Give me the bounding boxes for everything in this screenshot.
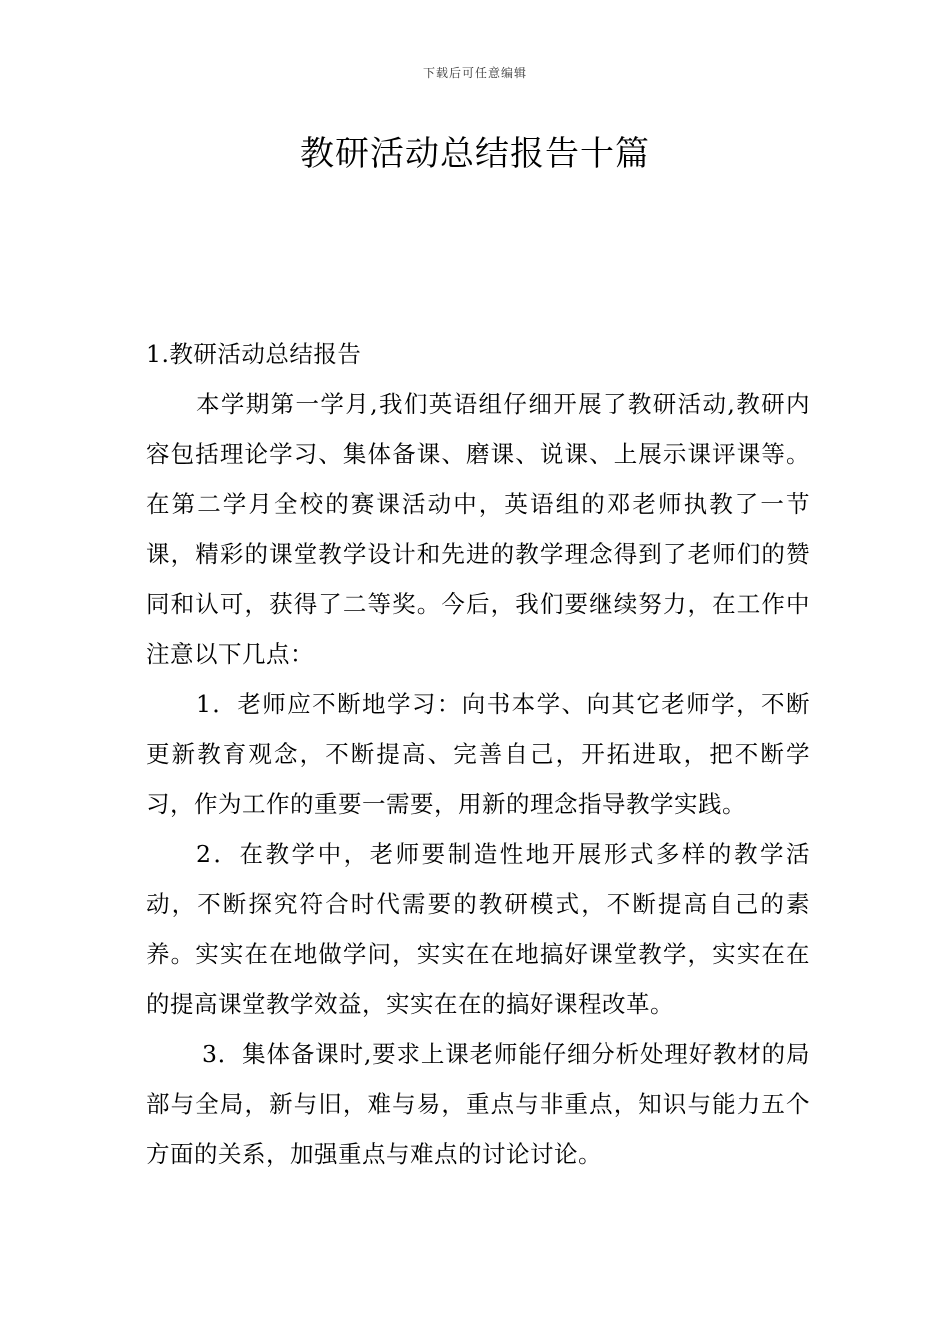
body-paragraph-intro: 本学期第一学月,我们英语组仔细开展了教研活动,教研内容包括理论学习、集体备课、磨课、说课、上展示课评课等。在第二学月全校的赛课活动中，英语组的邓老师执教了一节课，精彩的课堂教学设计和先进的教学理念得到了老师们的赞同和认可，获得了二等奖。今后，我们要继续努力，在工作中注意以下几点： bbox=[146, 390, 810, 668]
header-note: 下载后可任意编辑 bbox=[422, 66, 527, 80]
document-title: 教研活动总结报告十篇 bbox=[300, 134, 650, 174]
body-paragraph-point-1: 1．老师应不断地学习：向书本学、向其它老师学，不断更新教育观念，不断提高、完善自己，开拓进取，把不断学习，作为工作的重要一需要，用新的理念指导教学实践。 bbox=[146, 690, 810, 818]
body-paragraph-point-2: 2．在教学中，老师要制造性地开展形式多样的教学活动，不断探究符合时代需要的教研模式，不断提高自己的素养。实实在在地做学问，实实在在地搞好课堂教学，实实在在的提高课堂教学效益，实实在在的搞好课程改革。 bbox=[146, 840, 810, 1018]
body-paragraph-point-3: 3．集体备课时,要求上课老师能仔细分析处理好教材的局部与全局，新与旧，难与易，重点与非重点，知识与能力五个方面的关系，加强重点与难点的讨论讨论。 bbox=[146, 1040, 810, 1168]
section-heading: 1.教研活动总结报告 bbox=[146, 340, 362, 368]
document-body bbox=[146, 329, 810, 1179]
